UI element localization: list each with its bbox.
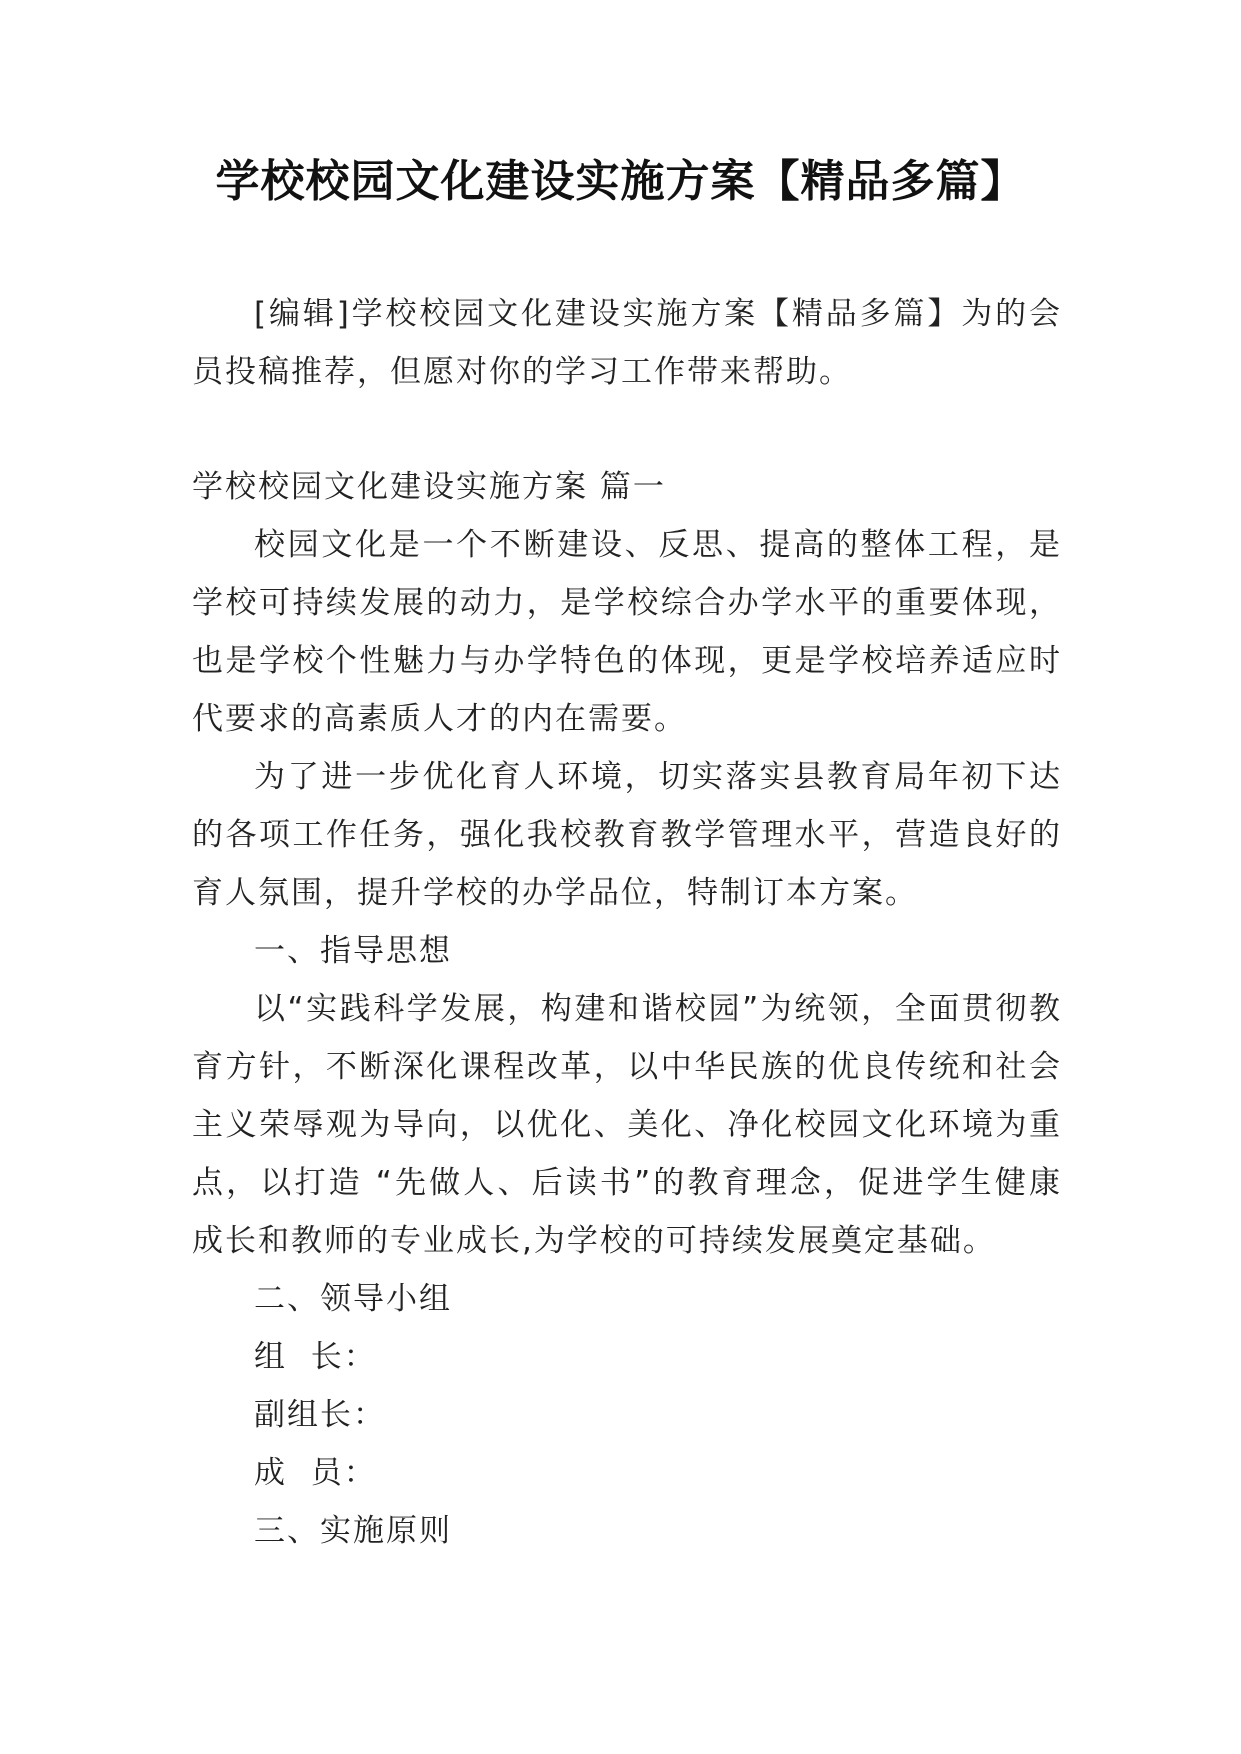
intro-paragraph: [编辑]学校校园文化建设实施方案【精品多篇】为的会员投稿推荐，但愿对你的学习工作带来帮助。 (192, 296, 1062, 390)
heading-leadership-group: 二、领导小组 (254, 1281, 452, 1317)
intro-block (192, 285, 1062, 401)
group-members-line: 成 员： (254, 1455, 377, 1491)
document-title: 学校校园文化建设实施方案【精品多篇】 (215, 156, 1026, 207)
paragraph-2: 为了进一步优化育人环境，切实落实县教育局年初下达的各项工作任务，强化我校教育教学管理水平，营造良好的育人氛围，提升学校的办学品位，特制订本方案。 (192, 759, 1062, 911)
section-title: 学校校园文化建设实施方案 篇一 (192, 469, 666, 505)
main-content (192, 458, 1062, 1560)
paragraph-3: 以“实践科学发展，构建和谐校园”为统领，全面贯彻教育方针，不断深化课程改革，以中华民族的优良传统和社会主义荣辱观为导向，以优化、美化、净化校园文化环境为重点，以打造 “先做人、后读书”的教育理念，促进学生健康成长和教师的专业成长,为学校的可持续发展奠定基础。 (192, 991, 1062, 1259)
heading-implementation-principles: 三、实施原则 (254, 1513, 452, 1549)
paragraph-1: 校园文化是一个不断建设、反思、提高的整体工程，是学校可持续发展的动力，是学校综合办学水平的重要体现，也是学校个性魅力与办学特色的体现，更是学校培养适应时代要求的高素质人才的内在需要。 (192, 527, 1062, 737)
group-leader-line: 组 长： (254, 1339, 377, 1375)
heading-guiding-thought: 一、指导思想 (254, 933, 452, 969)
group-deputy-line: 副组长： (254, 1397, 386, 1433)
